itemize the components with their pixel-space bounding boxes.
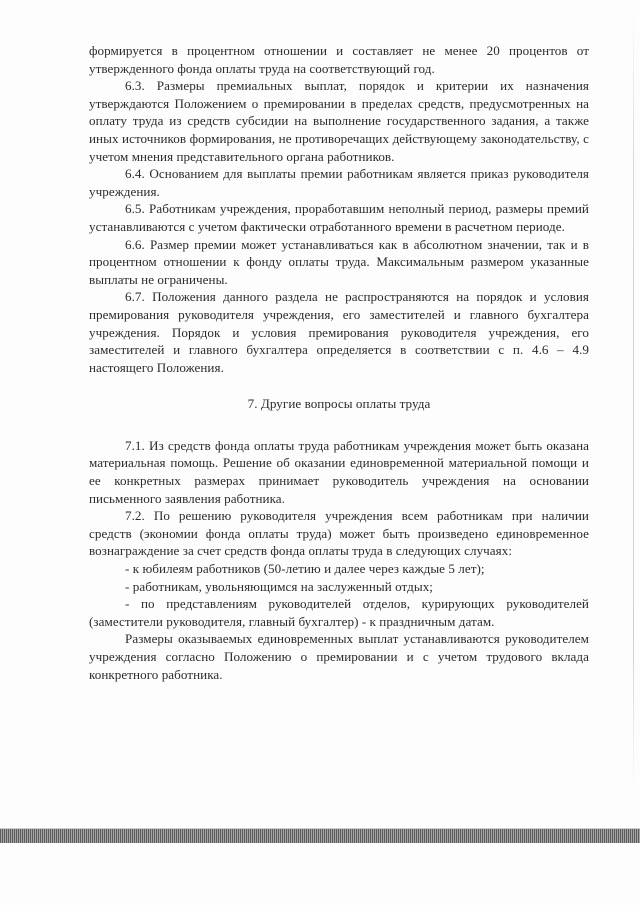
paragraph-6-5: 6.5. Работникам учреждения, проработавшим неполный период, размеры премий устанавливаются с учетом фактически отработанного времени в расчетном периоде. xyxy=(89,201,589,234)
scan-artifact-bar xyxy=(0,829,640,843)
paragraph-6-6: 6.6. Размер премии может устанавливаться как в абсолютном значении, так и в процентном отношении к фонду оплаты труда. Максимальным размером указанные выплаты не ограничены. xyxy=(89,236,589,287)
paragraph-6-3: 6.3. Размеры премиальных выплат, порядок и критерии их назначения утверждаются Положением о премировании в пределах средств, предусмотренных на оплату труда из средств субсидии на выполнение государственного задания, а также иных источников формирования, не противоречащих действующему законодательству, с учетом мнения представительного органа работников. xyxy=(89,78,589,164)
document-body xyxy=(89,42,589,683)
paragraph-7-3: Размеры оказываемых единовременных выплат устанавливаются руководителем учреждения согласно Положению о премировании и с учетом трудового вклада конкретного работника. xyxy=(89,631,589,682)
paragraph-6-7: 6.7. Положения данного раздела не распространяются на порядок и условия премирования руководителя учреждения, его заместителей и главного бухгалтера учреждения. Порядок и условия премирования руководителя учреждения, его заместителей и главного бухгалтера определяется в соответствии с п. 4.6 – 4.9 настоящего Положения. xyxy=(89,289,589,375)
list-item-retirement: - работникам, увольняющимся на заслуженный отдых; xyxy=(125,578,433,594)
list-item-holidays: - по представлениям руководителей отделов, курирующих руководителей (заместители руководителя, главный бухгалтер) - к праздничным датам. xyxy=(89,596,589,629)
paragraph-7-1: 7.1. Из средств фонда оплаты труда работникам учреждения может быть оказана материальная помощь. Решение об оказании единовременной материальной помощи и ее конкретных размерах принимает руководитель учреждения на основании письменного заявления работника. xyxy=(89,437,589,506)
paragraph-continuation: формируется в процентном отношении и составляет не менее 20 процентов от утвержденного фонда оплаты труда на соответствующий год. xyxy=(89,43,589,76)
page-edge-shadow xyxy=(633,0,634,800)
section-heading: 7. Другие вопросы оплаты труда xyxy=(247,396,431,412)
list-item-jubilee: - к юбилеям работников (50-летию и далее через каждые 5 лет); xyxy=(125,561,485,577)
paragraph-7-2: 7.2. По решению руководителя учреждения всем работникам при наличии средств (экономии фонда оплаты труда) может быть произведено единовременное вознаграждение за счет средств фонда оплаты труда в следующих случаях: xyxy=(89,508,589,559)
paragraph-6-4: 6.4. Основанием для выплаты премии работникам является приказ руководителя учреждения. xyxy=(89,166,589,199)
